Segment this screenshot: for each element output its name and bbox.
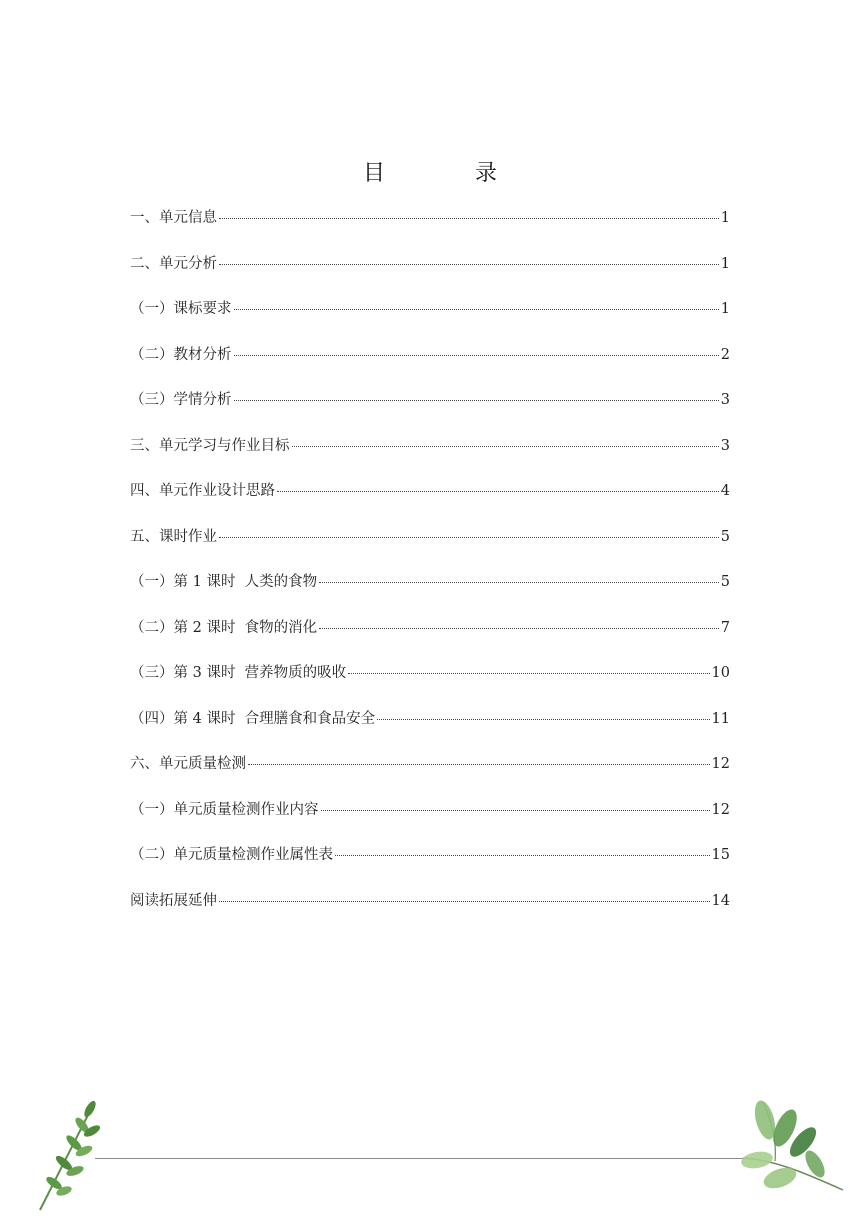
toc-entry-label: 一、单元信息 [130,210,217,226]
toc-entry[interactable] [130,479,730,525]
toc-entry-label: 三、单元学习与作业目标 [130,437,290,454]
toc-leader-dots [321,810,710,811]
toc-leader-dots [319,628,719,629]
toc-entry-label: （四）第 4 课时 合理膳食和食品安全 [130,710,376,727]
toc-entry[interactable] [130,434,730,480]
toc-leader-dots [219,537,719,538]
toc-entry[interactable] [130,206,730,252]
toc-entry-page: 14 [711,892,730,909]
toc-entry-page: 12 [711,756,730,772]
toc-entry-page: 12 [711,801,730,818]
toc-entry-page: 1 [720,255,730,272]
toc-entry-page: 5 [720,574,730,590]
toc-leader-dots [292,446,719,447]
toc-leader-dots [335,855,710,856]
toc-entry-label: （一）课标要求 [130,301,232,317]
toc-entry-page: 1 [720,301,730,317]
toc-entry-page: 11 [711,710,730,727]
toc-entry-label: （三）学情分析 [130,392,232,408]
toc-entry[interactable] [130,798,730,844]
toc-entry-label: 四、单元作业设计思路 [130,483,275,499]
toc-entry[interactable] [130,570,730,616]
toc-entry-page: 10 [711,665,730,681]
toc-leader-dots [377,719,709,720]
toc-entry-label: （一）单元质量检测作业内容 [130,801,319,818]
toc-entry-page: 3 [720,392,730,408]
toc-list [130,206,730,934]
toc-entry-label: 阅读拓展延伸 [130,892,217,909]
toc-entry-label: （三）第 3 课时 营养物质的吸收 [130,665,347,681]
toc-leader-dots [277,491,719,492]
toc-entry-label: （二）单元质量检测作业属性表 [130,847,333,863]
toc-entry-page: 15 [711,847,730,863]
toc-entry-page: 7 [720,619,730,636]
toc-leader-dots [234,355,719,356]
leaf-cluster-right-icon [735,1098,845,1198]
toc-entry[interactable] [130,707,730,753]
toc-leader-dots [219,218,719,219]
toc-entry-page: 2 [720,346,730,363]
toc-entry[interactable] [130,525,730,571]
toc-leader-dots [234,400,719,401]
toc-entry-page: 4 [720,483,730,499]
toc-entry-page: 1 [720,210,730,226]
toc-entry[interactable] [130,343,730,389]
toc-leader-dots [248,764,710,765]
toc-entry-page: 5 [720,528,730,545]
toc-entry-label: （二）第 2 课时 食物的消化 [130,619,318,636]
toc-leader-dots [219,901,710,902]
toc-leader-dots [219,264,719,265]
toc-entry[interactable] [130,889,730,935]
footer-divider [95,1158,755,1159]
toc-entry[interactable] [130,297,730,343]
toc-entry-label: （一）第 1 课时 人类的食物 [130,574,318,590]
toc-entry[interactable] [130,752,730,798]
toc-entry[interactable] [130,388,730,434]
toc-entry[interactable] [130,616,730,662]
toc-leader-dots [234,309,719,310]
toc-leader-dots [319,582,719,583]
toc-entry-label: 六、单元质量检测 [130,756,246,772]
toc-entry-label: （二）教材分析 [130,346,232,363]
toc-entry-label: 二、单元分析 [130,255,217,272]
leaf-branch-left-icon [30,1095,110,1215]
toc-entry[interactable] [130,843,730,889]
toc-entry[interactable] [130,661,730,707]
toc-leader-dots [348,673,709,674]
toc-entry-page: 3 [720,437,730,454]
toc-title: 目 录 [362,161,531,186]
toc-entry-label: 五、课时作业 [130,528,217,545]
toc-entry[interactable] [130,252,730,298]
